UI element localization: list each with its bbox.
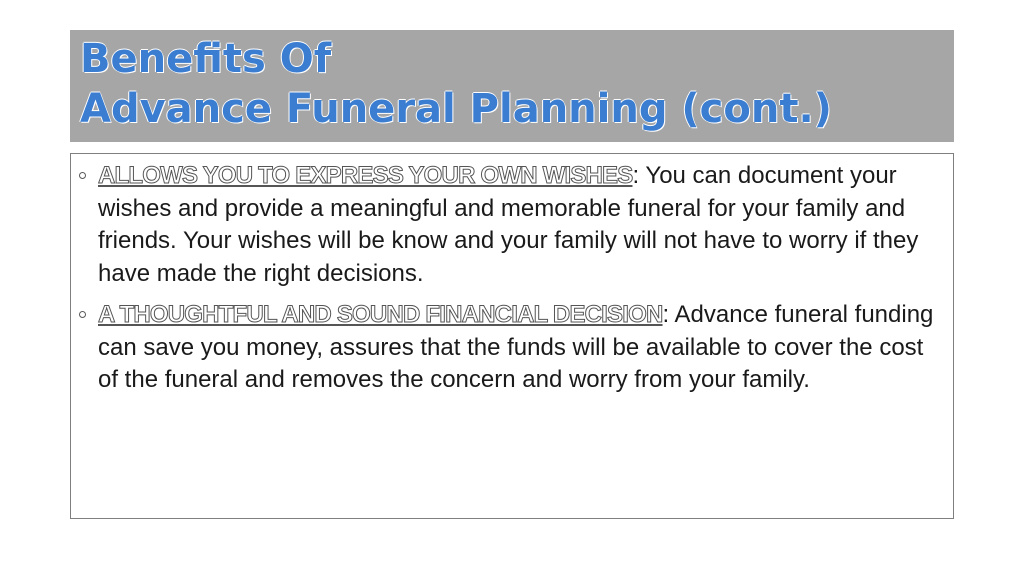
bullet-item-express-wishes [98,160,945,290]
bullet-heading: A THOUGHTFUL AND SOUND FINANCIAL DECISION [98,301,663,328]
content-box [70,153,954,519]
bullet-separator: : [662,301,675,328]
bullet-circle-icon [79,311,86,318]
bullet-heading: ALLOWS YOU TO EXPRESS YOUR OWN WISHES [98,162,633,189]
bullet-text: Advance funeral funding can save you money, assures that the funds will be available to cover the cost of the funeral and removes the concern and worry from your family. [98,301,934,393]
bullet-item-financial-decision [98,299,945,397]
slide-title-line-2: Advance Funeral Planning (cont.) [80,86,832,132]
slide-title-line-1: Benefits Of [80,36,332,82]
title-bar [70,30,954,142]
bullet-separator: : [632,162,646,189]
bullet-circle-icon [79,172,86,179]
bullet-text: You can document your wishes and provide a meaningful and memorable funeral for your family and friends. Your wishes will be know and your family will not have to worry if they have made the right decisions. [98,162,919,287]
